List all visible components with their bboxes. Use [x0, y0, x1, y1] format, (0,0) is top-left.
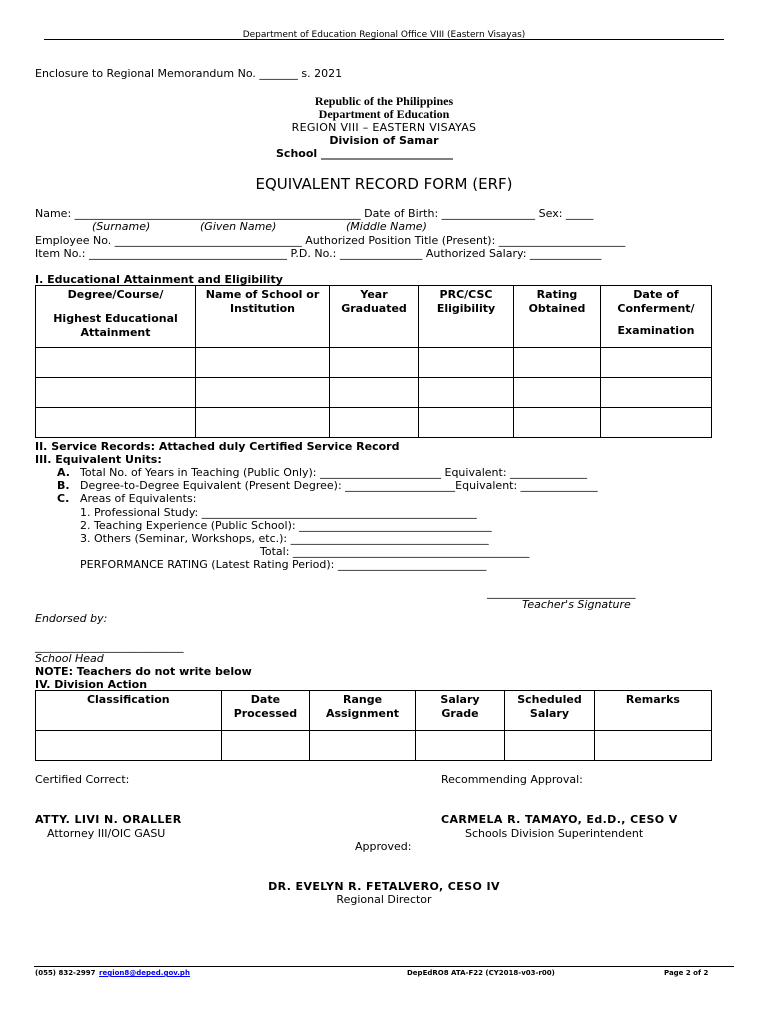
- performance-line: PERFORMANCE RATING (Latest Rating Period): ___________________________: [80, 558, 487, 571]
- col-classification: Classification: [36, 691, 222, 731]
- col-rating: Rating Obtained: [514, 286, 601, 348]
- col-degree: Degree/Course/ Highest Educational Attainment: [36, 286, 196, 348]
- school-line: School ________________________: [276, 147, 453, 160]
- middle-name-caption: (Middle Name): [346, 220, 427, 233]
- item-a-text: Total No. of Years in Teaching (Public Only): ______________________ Equivalent: ______________: [80, 466, 588, 479]
- certified-correct: Certified Correct:: [35, 773, 130, 786]
- item-c-text: Areas of Equivalents:: [80, 492, 197, 505]
- division-action-table: [35, 690, 712, 761]
- teacher-signature-label: Teacher's Signature: [522, 598, 631, 611]
- regional-director-name: DR. EVELYN R. FETALVERO, CESO IV: [268, 880, 500, 893]
- item-c3: 3. Others (Seminar, Workshops, etc.): ____________________________________: [80, 532, 489, 545]
- right-signatory-name: CARMELA R. TAMAYO, Ed.D., CESO V: [441, 813, 678, 826]
- name-line: Name: ____________________________________________________ Date of Birth: _________________ Sex: _____: [35, 207, 594, 220]
- total-line: Total: ___________________________________________: [260, 545, 530, 558]
- section-3-title: III. Equivalent Units:: [35, 453, 162, 466]
- table-row: [36, 378, 712, 408]
- office-header: Department of Education Regional Office VIII (Eastern Visayas): [242, 30, 526, 40]
- item-c-label: C.: [57, 492, 70, 505]
- footer-email-link[interactable]: region8@deped.gov.ph: [99, 969, 190, 977]
- footer-phone: (055) 832-2997: [35, 969, 96, 977]
- section-1-title: I. Educational Attainment and Eligibility: [35, 273, 283, 286]
- col-date-processed: Date Processed: [221, 691, 310, 731]
- col-salary-grade: Salary Grade: [415, 691, 504, 731]
- table-row: [36, 348, 712, 378]
- item-line: Item No.: ____________________________________ P.D. No.: _______________ Authorized Salary: _____________: [35, 247, 602, 260]
- approved-label: Approved:: [355, 840, 412, 853]
- col-remarks: Remarks: [594, 691, 711, 731]
- item-b-text: Degree-to-Degree Equivalent (Present Degree): ____________________Equivalent: ______________: [80, 479, 598, 492]
- division-header-row: [36, 691, 712, 731]
- school-head-line: ___________________________: [35, 640, 184, 653]
- footer-rule: [34, 966, 734, 968]
- header-rule: [44, 38, 724, 40]
- teacher-signature-line: ___________________________: [487, 586, 636, 599]
- educational-header-row: [36, 286, 712, 348]
- left-signatory-name: ATTY. LIVI N. ORALLER: [35, 813, 182, 826]
- col-date-conferment: Date of Conferment/ Examination: [601, 286, 712, 348]
- republic-line: Republic of the Philippines: [314, 94, 454, 108]
- col-year: Year Graduated: [330, 286, 419, 348]
- recommending-approval: Recommending Approval:: [441, 773, 583, 786]
- endorsed-by: Endorsed by:: [35, 612, 108, 625]
- right-signatory-title: Schools Division Superintendent: [465, 827, 644, 840]
- regional-director-title: Regional Director: [336, 893, 432, 906]
- educational-table: [35, 285, 712, 438]
- item-b-label: B.: [57, 479, 70, 492]
- table-row: [36, 408, 712, 438]
- col-scheduled-salary: Scheduled Salary: [505, 691, 595, 731]
- item-c1: 1. Professional Study: __________________________________________________: [80, 506, 477, 519]
- footer-page-number: Page 2 of 2: [664, 969, 709, 977]
- given-name-caption: (Given Name): [200, 220, 277, 233]
- division-line: Division of Samar: [329, 134, 439, 147]
- item-c2: 2. Teaching Experience (Public School): ___________________________________: [80, 519, 492, 532]
- form-title: EQUIVALENT RECORD FORM (ERF): [255, 175, 513, 193]
- col-eligibility: PRC/CSC Eligibility: [419, 286, 514, 348]
- surname-caption: (Surname): [92, 220, 151, 233]
- note-line: NOTE: Teachers do not write below: [35, 665, 252, 678]
- region-line: REGION VIII – EASTERN VISAYAS: [291, 121, 477, 134]
- enclosure-line: Enclosure to Regional Memorandum No. _______ s. 2021: [35, 67, 343, 80]
- employee-line: Employee No. __________________________________ Authorized Position Title (Present): _______________________: [35, 234, 626, 247]
- deped-line: Department of Education: [318, 107, 450, 121]
- section-2-title: II. Service Records: Attached duly Certified Service Record: [35, 440, 400, 453]
- col-school: Name of School or Institution: [196, 286, 330, 348]
- footer-form-code: DepEdRO8 ATA-F22 (CY2018-v03-r00): [407, 969, 555, 977]
- col-range: Range Assignment: [310, 691, 416, 731]
- left-signatory-title: Attorney III/OIC GASU: [47, 827, 166, 840]
- section-4-title: IV. Division Action: [35, 678, 148, 691]
- table-row: [36, 731, 712, 761]
- item-a-label: A.: [57, 466, 70, 479]
- school-head-label: School Head: [35, 652, 104, 665]
